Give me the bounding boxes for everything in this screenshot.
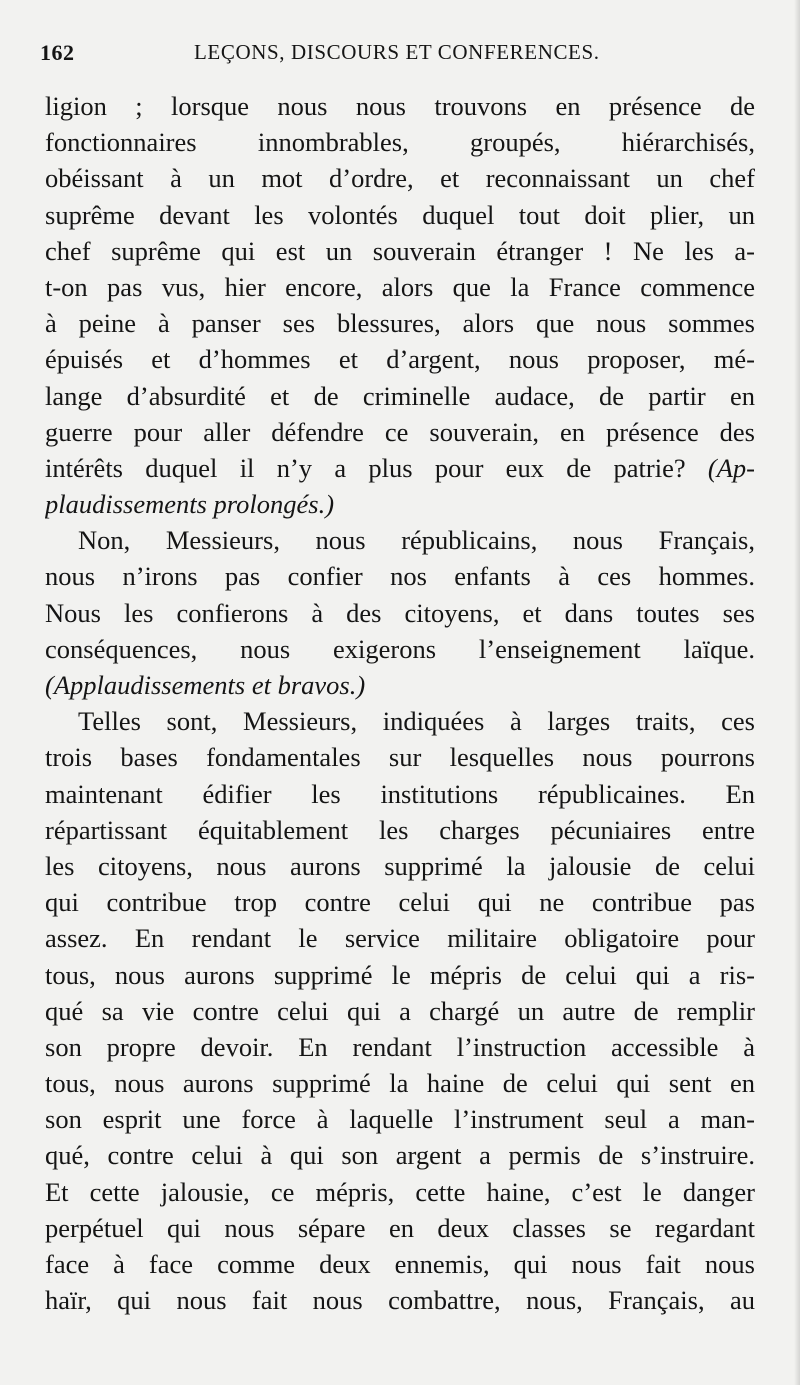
text-line: répartissant équitablement les charges pécuniaires entre — [45, 814, 755, 845]
text-line: Telles sont, Messieurs, indiquées à larges traits, ces — [78, 706, 755, 737]
text-line: ligion ; lorsque nous nous trouvons en présence de — [45, 91, 755, 121]
text-line: qué sa vie contre celui qui a chargé un autre de remplir — [45, 995, 755, 1026]
text-line: épuisés et d’hommes et d’argent, nous proposer, mé- — [45, 344, 755, 375]
body-text — [45, 88, 755, 1318]
running-title: LEÇONS, DISCOURS ET CONFERENCES. — [194, 40, 600, 64]
text-line: qué, contre celui à qui son argent a permis de s’instruire. — [45, 1140, 755, 1171]
text-line: les citoyens, nous aurons supprimé la jalousie de celui — [45, 850, 755, 881]
text-line: son propre devoir. En rendant l’instruction accessible à — [45, 1031, 755, 1062]
text-line: Et cette jalousie, ce mépris, cette haine, c’est le danger — [45, 1176, 755, 1207]
text-line: assez. En rendant le service militaire obligatoire pour — [45, 923, 755, 954]
text-line: chef suprême qui est un souverain étranger ! Ne les a- — [45, 235, 755, 266]
text-line: Non, Messieurs, nous républicains, nous Français, — [78, 525, 755, 556]
text-line: guerre pour aller défendre ce souverain, en présence des — [45, 416, 755, 447]
text-line: intérêts duquel il n’y a plus pour eux de patrie? (Ap- — [45, 452, 755, 483]
text-line: plaudissements prolongés.) — [45, 489, 335, 520]
text-line: nous n’irons pas confier nos enfants à ces hommes. — [45, 561, 755, 592]
text-line: conséquences, nous exigerons l’enseignement laïque. — [45, 633, 755, 664]
text-line: maintenant édifier les institutions républicaines. En — [45, 778, 755, 809]
page-number: 162 — [40, 40, 75, 65]
text-line: tous, nous aurons supprimé la haine de celui qui sent en — [45, 1068, 755, 1099]
text-line: trois bases fondamentales sur lesquelles nous pourrons — [45, 742, 755, 773]
text-line: qui contribue trop contre celui qui ne contribue pas — [45, 887, 755, 918]
text-line: suprême devant les volontés duquel tout doit plier, un — [45, 199, 755, 230]
text-line: (Applaudissements et bravos.) — [45, 670, 366, 700]
page-edge-shadow — [794, 0, 800, 1385]
text-line: son esprit une force à laquelle l’instrument seul a man- — [45, 1104, 755, 1135]
text-line: fonctionnaires innombrables, groupés, hiérarchisés, — [45, 127, 755, 158]
text-line: obéissant à un mot d’ordre, et reconnaissant un chef — [45, 163, 755, 194]
text-line: Nous les confierons à des citoyens, et dans toutes ses — [45, 597, 755, 628]
text-line: t-on pas vus, hier encore, alors que la France commence — [45, 271, 755, 302]
text-line: face à face comme deux ennemis, qui nous fait nous — [45, 1249, 755, 1279]
running-head — [40, 40, 760, 76]
text-line: perpétuel qui nous sépare en deux classes se regardant — [45, 1212, 755, 1243]
text-line: tous, nous aurons supprimé le mépris de celui qui a ris- — [45, 959, 755, 990]
text-line: à peine à panser ses blessures, alors que nous sommes — [45, 308, 755, 339]
text-line: lange d’absurdité et de criminelle audace, de partir en — [45, 380, 755, 411]
text-line: haïr, qui nous fait nous combattre, nous, Français, au — [45, 1285, 755, 1316]
italic-fragment: (Ap- — [707, 452, 755, 483]
